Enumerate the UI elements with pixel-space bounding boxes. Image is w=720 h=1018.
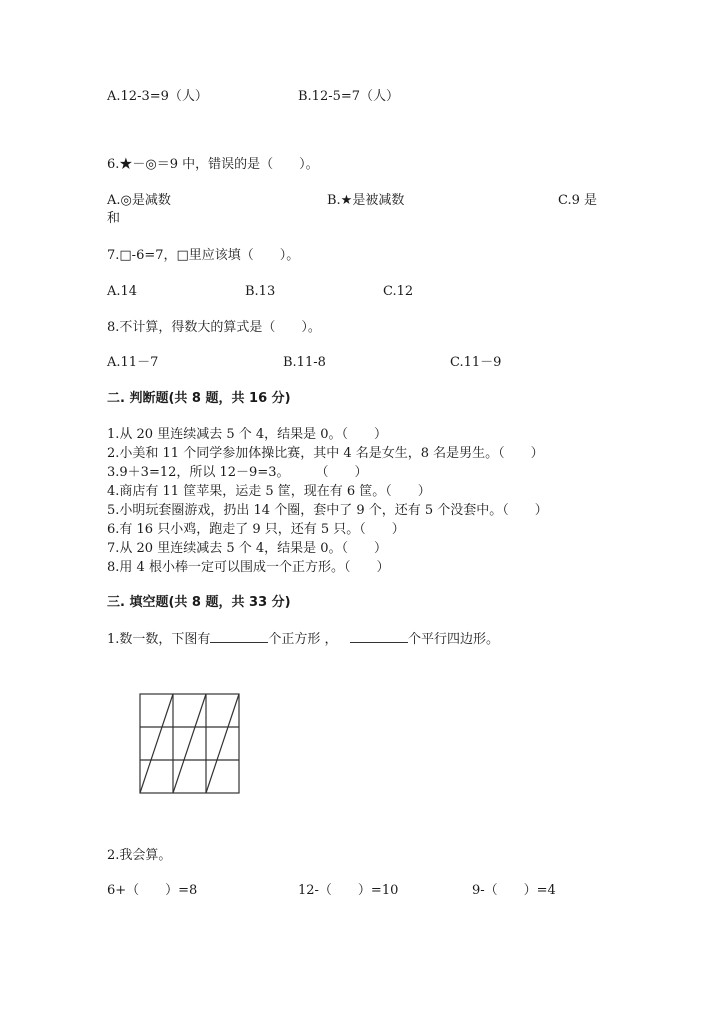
answer-blank-parallelograms[interactable] xyxy=(350,642,408,643)
fill-q1-text-2: 个正方形 ， xyxy=(268,632,338,647)
judge-item: 7.从 20 里连续减去 5 个 4，结果是 0。（ ） xyxy=(107,541,388,556)
q8-stem: 8.不计算，得数大的算式是（ ）。 xyxy=(107,320,321,335)
judge-item: 3.9＋3=12，所以 12－9=3。 （ ） xyxy=(107,465,368,480)
section3-title: 三. 填空题(共 8 题，共 33 分) xyxy=(107,595,291,610)
q8-option-c: C.11－9 xyxy=(450,355,502,370)
q6-option-c: C.9 是 xyxy=(558,193,598,208)
fill-q1-text-1: 1.数一数，下图有 xyxy=(107,632,211,647)
q6-stem: 6.★－◎＝9 中，错误的是（ ）。 xyxy=(107,157,319,172)
diagonal-line xyxy=(140,694,173,793)
q6-option-c-wrap: 和 xyxy=(107,211,121,226)
calc-expression: 9-（ ）=4 xyxy=(472,883,556,898)
q5-option-b: B.12-5=7（人） xyxy=(298,89,400,104)
diagonal-line xyxy=(173,694,206,793)
judge-item: 1.从 20 里连续减去 5 个 4，结果是 0。（ ） xyxy=(107,427,388,442)
q6-option-b: B.★是被减数 xyxy=(327,193,405,208)
judge-item: 2.小美和 11 个同学参加体操比赛，其中 4 名是女生，8 名是男生。（ ） xyxy=(107,446,544,461)
q6-option-a: A.◎是减数 xyxy=(107,193,171,208)
judge-item: 8.用 4 根小棒一定可以围成一个正方形。（ ） xyxy=(107,560,390,575)
calc-expression: 12-（ ）=10 xyxy=(298,883,399,898)
q7-stem: 7.□-6=7，□里应该填（ ）。 xyxy=(107,248,300,263)
q8-option-b: B.11-8 xyxy=(283,355,326,370)
grid-figure xyxy=(139,693,241,795)
diagonal-line xyxy=(206,694,239,793)
q5-option-a: A.12-3=9（人） xyxy=(107,89,208,104)
judge-item: 4.商店有 11 筐苹果，运走 5 筐，现在有 6 筐。（ ） xyxy=(107,484,431,499)
q7-option-c: C.12 xyxy=(383,284,414,299)
q7-option-a: A.14 xyxy=(107,284,138,299)
calc-expression: 6+（ ）=8 xyxy=(107,883,198,898)
q8-option-a: A.11－7 xyxy=(107,355,159,370)
judge-item: 5.小明玩套圈游戏，扔出 14 个圈，套中了 9 个，还有 5 个没套中。（ ） xyxy=(107,503,548,518)
answer-blank-squares[interactable] xyxy=(210,642,268,643)
fill-q1-text-3: 个平行四边形。 xyxy=(407,632,499,647)
fill-q1 xyxy=(107,632,499,648)
q7-option-b: B.13 xyxy=(245,284,276,299)
section2-title: 二. 判断题(共 8 题，共 16 分) xyxy=(107,391,291,406)
fill-q2-stem: 2.我会算。 xyxy=(107,848,172,863)
judge-item: 6.有 16 只小鸡，跑走了 9 只，还有 5 只。（ ） xyxy=(107,522,405,537)
